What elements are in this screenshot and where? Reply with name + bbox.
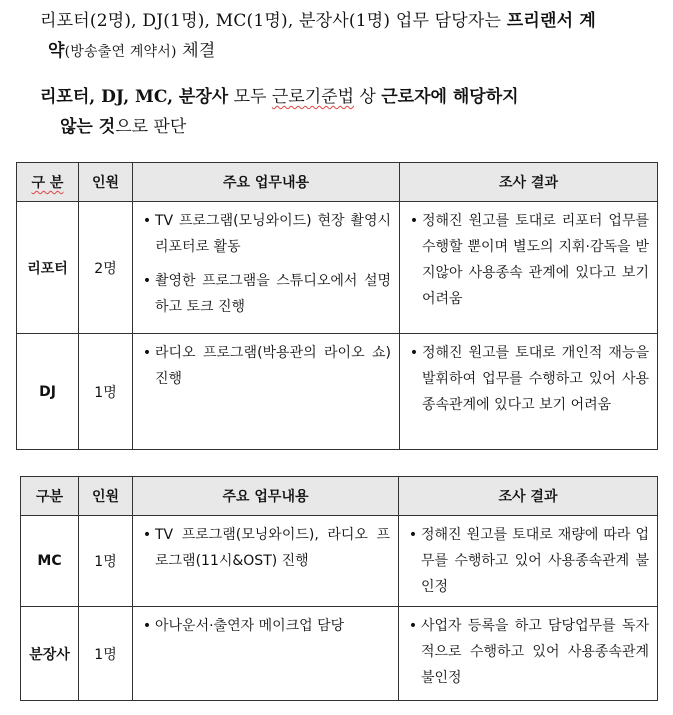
row-count: 1명 (79, 334, 133, 450)
header-duties: 주요 업무내용 (133, 477, 399, 516)
conclusion-not: 않는 것 (60, 117, 116, 137)
table-row (17, 202, 658, 334)
row-result (400, 334, 658, 450)
bullet-icon: • (142, 273, 152, 289)
bullet-text: 정해진 원고를 토대로 개인적 재능을 발휘하여 업무를 수행하고 있어 사용종속관계에 있다고 보기 어려움 (422, 345, 649, 413)
header-category: 구 분 (17, 163, 79, 202)
intro-contract-text: 약 (48, 41, 65, 61)
row-duties (133, 607, 399, 701)
row-category: MC (21, 516, 79, 607)
conclusion-not-worker: 근로자에 해당하지 (381, 87, 519, 107)
header-category: 구분 (21, 477, 79, 516)
bullet-item (405, 522, 649, 600)
bullet-item (139, 522, 390, 574)
bullet-text: 사업자 등록을 하고 담당업무를 독자적으로 수행하고 있어 사용종속관계 불인정 (421, 618, 649, 686)
row-result (399, 607, 658, 701)
row-result (400, 202, 658, 334)
row-result (399, 516, 658, 607)
bullet-icon: • (409, 213, 419, 229)
intro-contract-note: (방송출연 계약서) (64, 44, 177, 60)
bullet-text: TV 프로그램(모닝와이드), 라디오 프로그램(11시&OST) 진행 (155, 527, 390, 569)
bullet-item (139, 268, 391, 320)
bullet-icon: • (142, 213, 152, 229)
conclusion-judged: 으로 판단 (115, 117, 187, 137)
intro-text: 리포터(2명), DJ(1명), MC(1명), 분장사(1명) 업무 담당자는 (40, 11, 502, 31)
bullet-text: 라디오 프로그램(박용관의 라이오 쇼) 진행 (155, 345, 391, 387)
bullet-icon: • (409, 345, 419, 361)
conclusion-roles: 리포터, DJ, MC, 분장사 (40, 87, 229, 107)
row-duties (133, 334, 400, 450)
conclusion-paragraph (40, 82, 665, 142)
bullet-item (406, 208, 649, 312)
bullet-item (139, 340, 391, 392)
row-count: 1명 (79, 516, 133, 607)
conclusion-law: 근로기준법 (271, 87, 354, 107)
bullet-item (405, 613, 649, 691)
bullet-item (406, 340, 649, 418)
investigation-table-1 (16, 162, 658, 450)
row-duties (133, 516, 399, 607)
row-count: 1명 (79, 607, 133, 701)
row-category: 리포터 (17, 202, 79, 334)
conclusion-line-2 (40, 112, 665, 142)
bullet-text: 정해진 원고를 토대로 재량에 따라 업무를 수행하고 있어 사용종속관계 불인정 (421, 527, 649, 595)
conclusion-line-1 (40, 82, 665, 112)
bullet-text: TV 프로그램(모닝와이드) 현장 촬영시 리포터로 활동 (155, 213, 391, 255)
conclusion-under: 상 (359, 87, 376, 107)
bullet-item (139, 613, 390, 639)
table-header-row (21, 477, 658, 516)
table-header-row (17, 163, 658, 202)
intro-paragraph (40, 6, 660, 67)
header-count: 인원 (79, 477, 133, 516)
row-duties (133, 202, 400, 334)
bullet-text: 아나운서·출연자 메이크업 담당 (155, 618, 345, 634)
bullet-icon: • (408, 618, 418, 634)
header-result: 조사 결과 (400, 163, 658, 202)
bullet-icon: • (142, 345, 152, 361)
table-row (21, 607, 658, 701)
row-category: 분장사 (21, 607, 79, 701)
bullet-icon: • (408, 527, 418, 543)
bullet-text: 촬영한 프로그램을 스튜디오에서 설명하고 토크 진행 (155, 273, 391, 315)
header-count: 인원 (79, 163, 133, 202)
bullet-text: 정해진 원고를 토대로 리포터 업무를 수행할 뿐이며 별도의 지휘·감독을 받지않아 사용종속 관계에 있다고 보기 어려움 (422, 213, 649, 307)
bullet-icon: • (142, 527, 152, 543)
intro-sign-text: 체결 (182, 41, 216, 61)
header-result: 조사 결과 (399, 477, 658, 516)
header-duties: 주요 업무내용 (133, 163, 400, 202)
investigation-table-2 (20, 476, 658, 701)
table-row (21, 516, 658, 607)
intro-line-2 (40, 36, 660, 67)
bullet-icon: • (142, 618, 152, 634)
intro-freelance-text: 프리랜서 계 (506, 11, 597, 31)
row-category: DJ (17, 334, 79, 450)
conclusion-all: 모두 (233, 87, 267, 107)
table-row (17, 334, 658, 450)
bullet-item (139, 208, 391, 260)
row-count: 2명 (79, 202, 133, 334)
intro-line-1 (40, 6, 660, 36)
